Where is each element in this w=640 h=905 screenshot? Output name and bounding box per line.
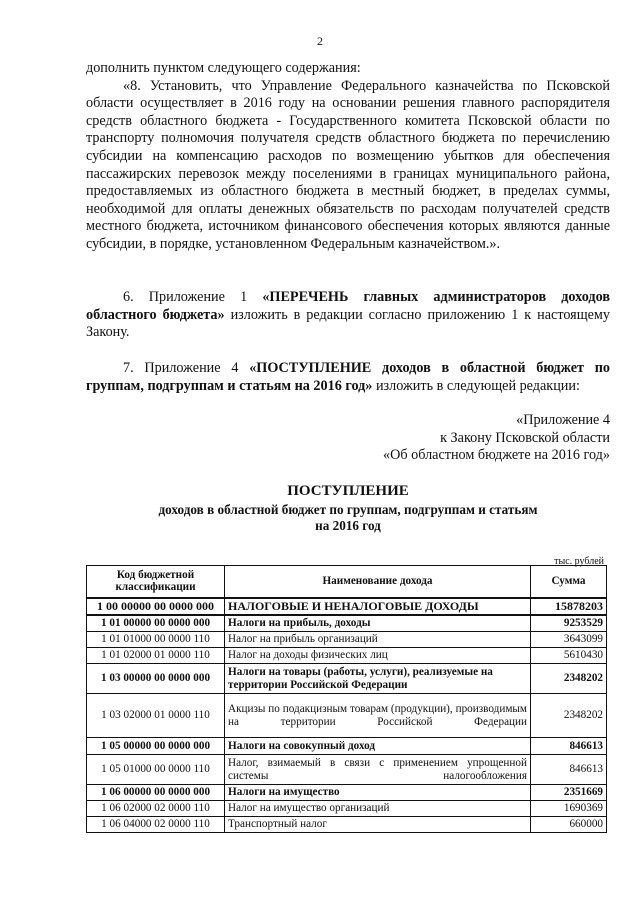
table-row: 1 06 00000 00 0000 000 Налоги на имущество 2351669 [87,785,607,801]
paragraph-8: «8. Установить, что Управление Федерального казначейства по Псковской области осуществляет в 2016 году на основании решения главного распорядителя средств областного бюджета - Государственного комитета Псковской области по транспорту полномочия получателя средств областного бюджета по перечислению субсидии на компенсацию расходов по возмещению убытков для обеспечения пассажирских перевозок между поселениями в границах муниципального района, предоставляемых из областного бюджета в местный бюджет, в пределах суммы, необходимой для оплаты денежных обязательств по расходам получателей средств местного бюджета, источником финансового обеспечения которых являются данные субсидии, в порядке, установленном Федеральным казначейством.». [86,77,610,252]
item-7-suffix: изложить в следующей редакции: [372,377,580,394]
header-code: Код бюджетной классификации [87,566,225,598]
units-label: тыс. рублей [554,556,604,567]
doc-title [86,482,610,500]
intro-line: дополнить пунктом следующего содержания: [86,60,361,76]
table-row: 1 06 04000 02 0000 110 Транспортный налог 660000 [87,817,607,833]
doc-title-line-3: на 2016 год [315,518,381,533]
doc-title-line-1: ПОСТУПЛЕНИЕ [287,483,409,499]
table-row: 1 06 02000 02 0000 110 Налог на имущество организаций 1690369 [87,801,607,817]
table-row: 1 05 01000 00 0000 110 Налог, взимаемый в связи с применением упрощенной системы налогообложения 846613 [87,755,607,785]
annex-line-3: «Об областном бюджете на 2016 год» [383,447,610,464]
annex-block [86,412,610,465]
table-row: 1 01 02000 01 0000 110 Налог на доходы физических лиц 5610430 [87,648,607,664]
table-row: 1 03 00000 00 0000 000 Налоги на товары (работы, услуги), реализуемые на территории Российской Федерации 2348202 [87,664,607,694]
item-6-suffix: изложить в редакции согласно приложению 1 к настоящему Закону. [86,306,610,341]
table-row: 1 01 01000 00 0000 110 Налог на прибыль организаций 3643099 [87,632,607,648]
intro-section [86,60,610,254]
revenue-table [86,565,607,833]
header-sum: Сумма [531,566,607,598]
item-7-bold: «ПОСТУПЛЕНИЕ доходов в областной бюджет по группам, подгруппам и статьям на 2016 год» [86,360,610,394]
annex-line-2: к Закону Псковской области [440,429,610,446]
table-row: 1 00 00000 00 0000 000 НАЛОГОВЫЕ И НЕНАЛОГОВЫЕ ДОХОДЫ 15878203 [87,598,607,615]
table-row: 1 01 00000 00 0000 000 Налоги на прибыль, доходы 9253529 [87,615,607,632]
item-6-bold: «ПЕРЕЧЕНЬ главных администраторов доходов областного бюджета» [86,289,610,323]
annex-line-1: «Приложение 4 [516,412,610,428]
table-row: 1 05 00000 00 0000 000 Налоги на совокупный доход 846613 [87,738,607,755]
header-name: Наименование дохода [225,566,531,598]
page-number: 2 [317,34,323,48]
table-header-row [87,566,607,598]
item-7 [86,360,610,395]
doc-subtitle [86,502,610,534]
table-row: 1 03 02000 01 0000 110 Акцизы по подакцизным товарам (продукции), производимым на территории Российской Федерации 2348202 [87,694,607,738]
item-6-prefix: 6. Приложение 1 [123,289,263,305]
item-7-prefix: 7. Приложение 4 [123,360,250,376]
item-6 [86,289,610,342]
doc-title-line-2: доходов в областной бюджет по группам, подгруппам и статьям [158,502,538,517]
